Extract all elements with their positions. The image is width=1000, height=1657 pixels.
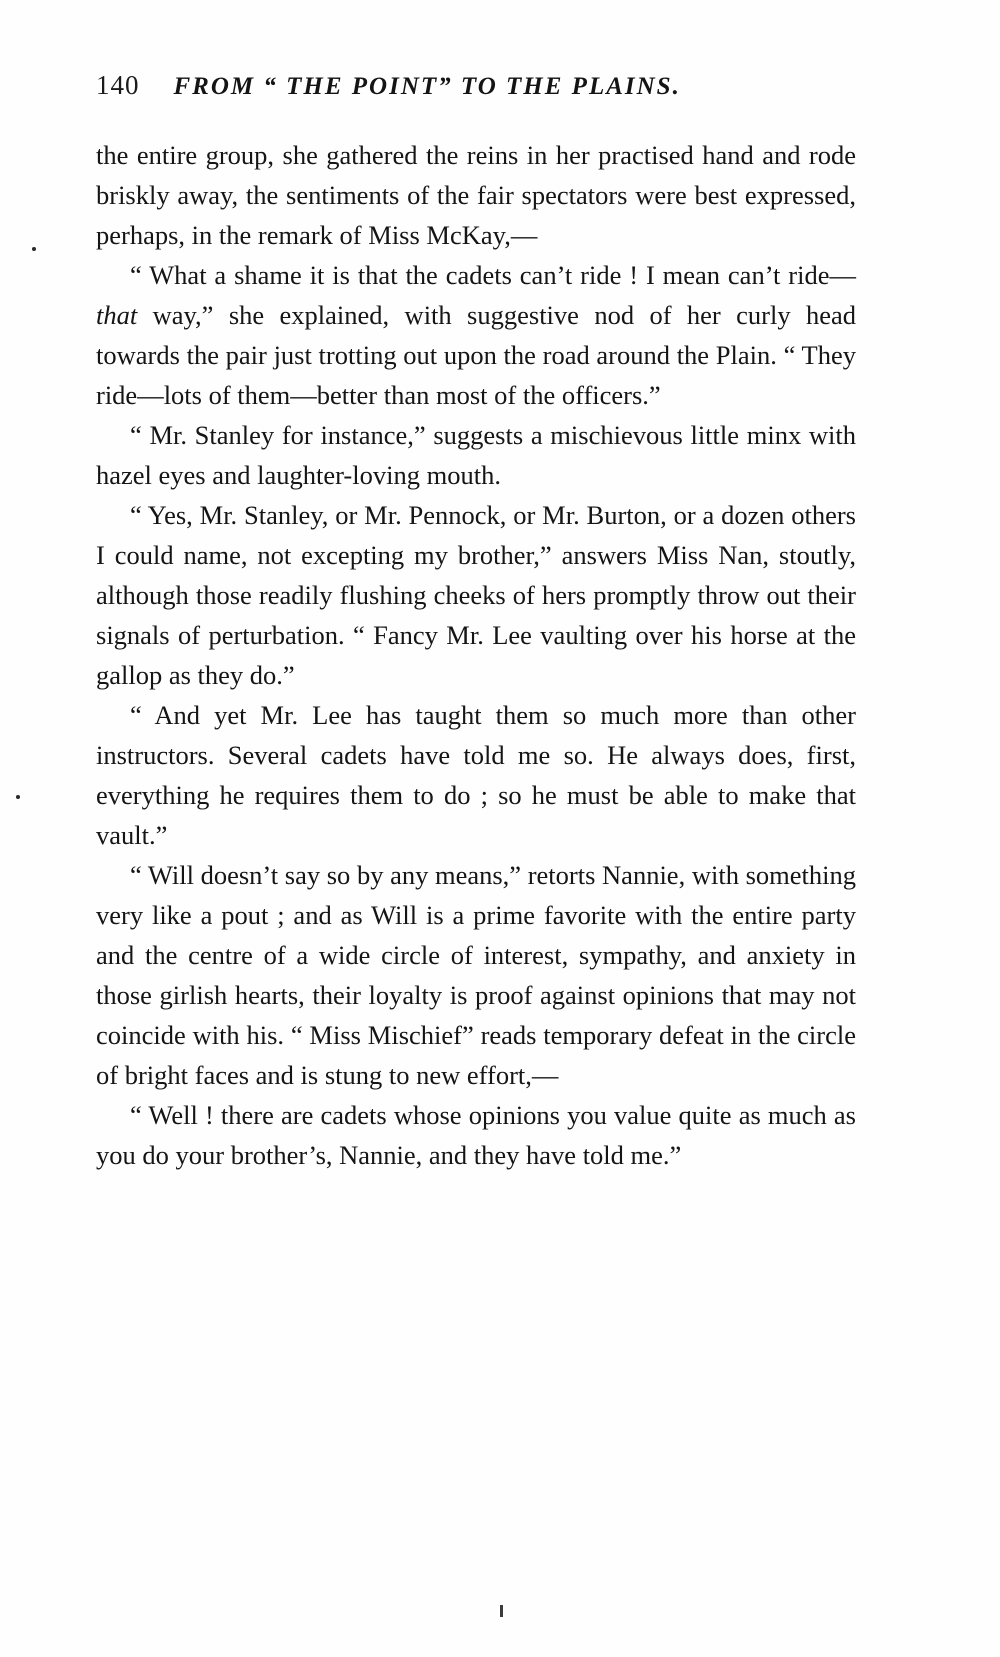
paragraph-6: “ Will doesn’t say so by any means,” retorts Nannie, with something very like a pout ; and as Will is a prime favorite with the entire party and the centre of a wide circle of interest, sympathy, and anxiety in those girlish hearts, their loyalty is proof against opinions that may not coincide with his. “ Miss Mischief” reads temporary defeat in the circle of bright faces and is stung to new effort,— — [96, 860, 856, 1090]
margin-speck-lower — [16, 795, 20, 799]
page-header — [96, 70, 886, 101]
paragraph-2: “ What a shame it is that the cadets can’t ride ! I mean can’t ride—that way,” she explained, with suggestive nod of her curly head towards the pair just trotting out upon the road around the Plain. “ They ride—lots of them—better than most of the officers.” — [96, 260, 856, 410]
paragraph-3: “ Mr. Stanley for instance,” suggests a mischievous little minx with hazel eyes and laughter-loving mouth. — [96, 420, 856, 490]
page-number: 140 — [96, 70, 140, 100]
paragraph-1: the entire group, she gathered the reins in her practised hand and rode briskly away, the sentiments of the fair spectators were best expressed, perhaps, in the remark of Miss McKay,— — [96, 140, 856, 250]
paragraph-7: “ Well ! there are cadets whose opinions you value quite as much as you do your brother’s, Nannie, and they have told me.” — [96, 1100, 856, 1170]
footer-tick-mark — [500, 1605, 503, 1617]
paragraph-4: “ Yes, Mr. Stanley, or Mr. Pennock, or Mr. Burton, or a dozen others I could name, not excepting my brother,” answers Miss Nan, stoutly, although those readily flushing cheeks of hers promptly throw out their signals of perturbation. “ Fancy Mr. Lee vaulting over his horse at the gallop as they do.” — [96, 500, 856, 690]
running-head: FROM “ THE POINT” TO THE PLAINS. — [173, 73, 681, 100]
margin-speck-upper — [32, 247, 36, 251]
paragraph-5: “ And yet Mr. Lee has taught them so much more than other instructors. Several cadets have told me so. He always does, first, everything he requires them to do ; so he must be able to make that vault.” — [96, 700, 856, 850]
body-text-column — [96, 135, 856, 1175]
